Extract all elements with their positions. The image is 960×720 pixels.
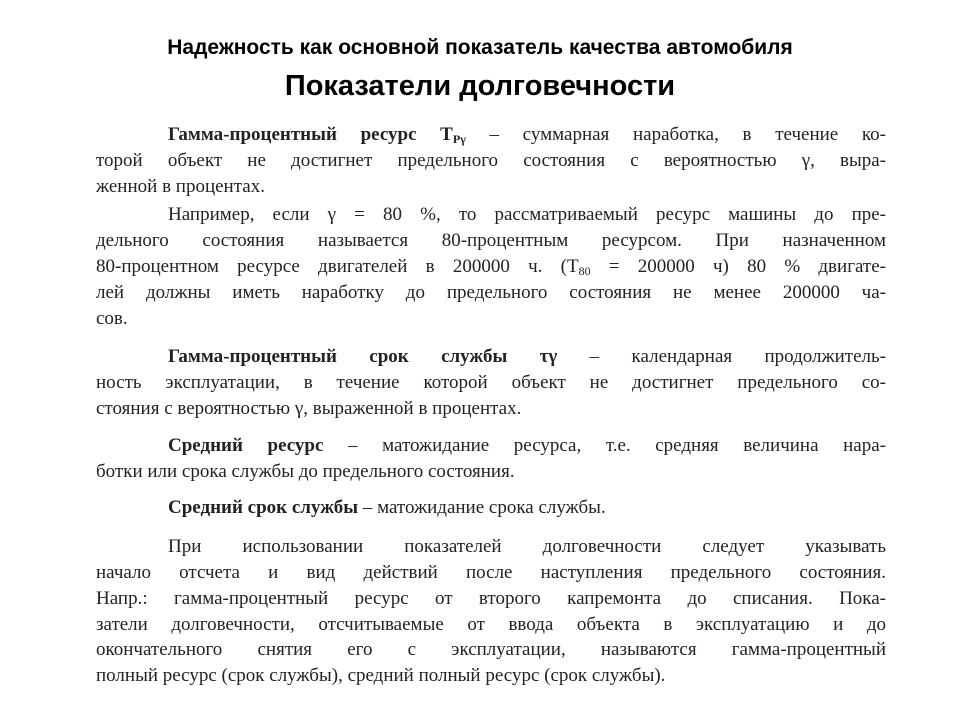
paragraph-example — [96, 202, 886, 331]
text-line — [96, 495, 886, 521]
text-line: окончательного снятия его с эксплуатации, называются гамма-процентный — [96, 639, 886, 661]
text-line — [96, 344, 886, 370]
slide-title: Надежность как основной показатель качества автомобиля — [167, 36, 793, 59]
text-line: ботки или срока службы до предельного состояния. — [96, 460, 515, 482]
paragraph-mean-resource — [96, 433, 886, 485]
line-text: – матожидание срока службы. — [358, 497, 606, 519]
line-text: – матожидание ресурса, т.е. средняя величина нара- — [323, 434, 886, 456]
text-line: начало отсчета и вид действий после наступления предельного состояния. — [96, 561, 886, 583]
scanned-text-block — [96, 122, 886, 689]
paragraph-gamma-resource — [96, 122, 886, 199]
text-line: ность эксплуатации, в течение которой объект не достигнет предельного со- — [96, 372, 886, 394]
line-text: 80-процентном ресурсе двигателей в 200000 ч. (Т — [96, 255, 579, 277]
text-line: Напр.: гамма-процентный ресурс от второго капремонта до списания. Пока- — [96, 587, 886, 609]
paragraph-mean-service-life — [96, 495, 886, 521]
text-line — [96, 122, 886, 148]
text-line: При использовании показателей долговечности следует указывать — [168, 536, 886, 558]
text-line — [96, 433, 886, 459]
term-mean-service-life: Средний срок службы — [168, 497, 359, 519]
line-text: – календарная продолжитель- — [557, 346, 887, 368]
text-line: затели долговечности, отсчитываемые от ввода объекта в эксплуатацию и до — [96, 613, 886, 635]
text-line: дельного состояния называется 80-процентным ресурсом. При назначенном — [96, 230, 886, 252]
paragraph-usage-note — [96, 534, 886, 689]
subscript: 80 — [578, 263, 591, 278]
term-text: Гамма-процентный ресурс Т — [168, 124, 453, 145]
line-text: = 200000 ч) 80 % двигате- — [590, 255, 886, 277]
term-subscript: Pγ — [452, 132, 466, 146]
text-line: женной в процентах. — [96, 175, 265, 197]
text-line: Например, если γ = 80 %, то рассматриваемый ресурс машины до пре- — [168, 204, 886, 226]
text-line: сов. — [96, 307, 128, 329]
text-line — [96, 254, 886, 280]
term-gamma-service-life: Гамма-процентный срок службы τγ — [168, 346, 558, 368]
slide-subtitle: Показатели долговечности — [284, 70, 676, 102]
text-line: лей должны иметь наработку до предельного состояния не менее 200000 ча- — [96, 281, 886, 303]
line-text: – суммарная наработка, в течение ко- — [465, 124, 886, 145]
text-line: полный ресурс (срок службы), средний полный ресурс (срок службы). — [96, 665, 666, 687]
term-mean-resource: Средний ресурс — [168, 434, 324, 456]
text-line: стояния с вероятностью γ, выраженной в процентах. — [96, 397, 522, 419]
paragraph-gamma-service-life — [96, 344, 886, 421]
text-line: торой объект не достигнет предельного состояния с вероятностью γ, выра- — [96, 149, 886, 171]
term-gamma-resource — [168, 124, 466, 145]
